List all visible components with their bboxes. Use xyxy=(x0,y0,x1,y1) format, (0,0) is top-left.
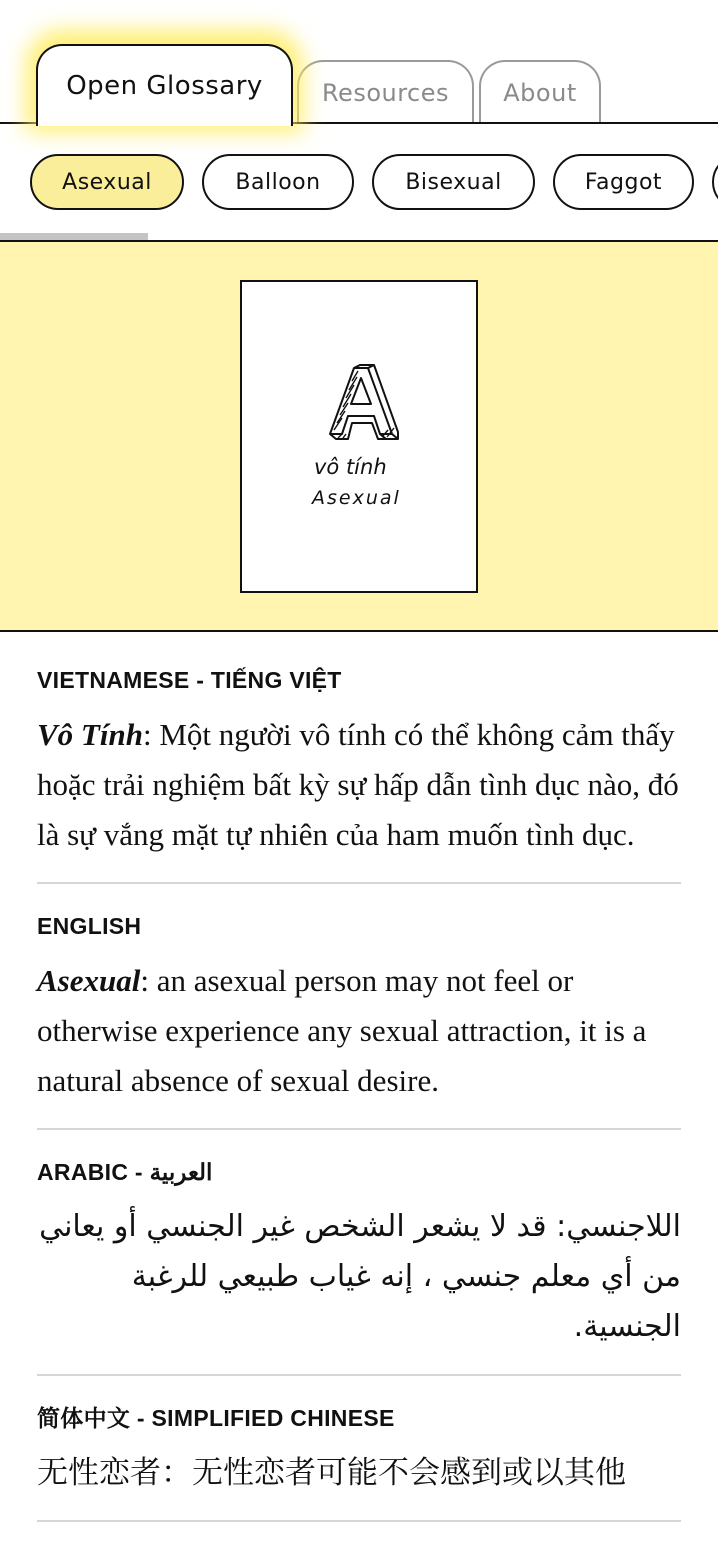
definition-term: Asexual xyxy=(37,963,141,998)
definition-entry-english xyxy=(37,906,681,1130)
active-tab-underline-cover xyxy=(38,120,291,126)
card-line-2: Asexual xyxy=(312,487,401,509)
term-hero xyxy=(0,242,718,632)
tab-open-glossary-label: Open Glossary xyxy=(66,71,263,101)
tab-resources[interactable] xyxy=(297,60,474,124)
term-chip-label: Bisexual xyxy=(405,169,502,195)
tab-open-glossary[interactable] xyxy=(36,44,293,126)
tab-about[interactable] xyxy=(479,60,601,124)
card-line-1: vô tính xyxy=(314,455,387,479)
term-chip-label: Asexual xyxy=(62,169,152,195)
definition-entry-chinese xyxy=(37,1398,681,1522)
definition-text xyxy=(37,956,681,1106)
language-label: VIETNAMESE - TIẾNG VIỆT xyxy=(37,667,342,693)
term-chip-balloon[interactable] xyxy=(202,154,354,210)
definition-entry-arabic xyxy=(37,1152,681,1376)
tab-about-label: About xyxy=(503,79,577,107)
letter-a-illustration xyxy=(242,282,476,591)
term-illustration-card xyxy=(240,280,478,593)
definition-body: : Một người vô tính có thể không cảm thấy hoặc trải nghiệm bất kỳ sự hấp dẫn tình dục nào, đó là sự vắng mặt tự nhiên của ham muốn tình dục. xyxy=(37,717,679,852)
chip-scrollbar-thumb[interactable] xyxy=(0,233,148,240)
top-tab-bar xyxy=(0,0,718,124)
chip-scrollbar[interactable] xyxy=(0,233,718,240)
term-chip-asexual[interactable] xyxy=(30,154,184,210)
definition-body: : an asexual person may not feel or otherwise experience any sexual attraction, it is a natural absence of sexual desire. xyxy=(37,963,647,1098)
definition-text xyxy=(37,710,681,860)
term-chip-label: Balloon xyxy=(235,169,321,195)
definition-body: اللاجنسي: قد لا يشعر الشخص غير الجنسي أو يعاني من أي معلم جنسي ، إنه غياب طبيعي للرغبة الجنسية. xyxy=(39,1209,681,1344)
definition-term: Vô Tính xyxy=(37,717,143,752)
tab-resources-label: Resources xyxy=(321,79,450,107)
language-label: ARABIC - العربية xyxy=(37,1159,213,1185)
term-chip-bisexual[interactable] xyxy=(372,154,535,210)
language-label: 简体中文 - SIMPLIFIED CHINESE xyxy=(37,1405,395,1431)
language-label: ENGLISH xyxy=(37,913,142,939)
term-chip-list[interactable] xyxy=(0,124,718,240)
term-chip-faggot[interactable] xyxy=(553,154,694,210)
definition-entry-vietnamese xyxy=(37,660,681,884)
definition-list xyxy=(37,660,681,1544)
term-chip-next-partial[interactable] xyxy=(712,154,718,210)
definition-body: 无性恋者：无性恋者可能不会感到或以其他 xyxy=(37,1455,626,1491)
term-chip-label: Faggot xyxy=(584,169,663,195)
